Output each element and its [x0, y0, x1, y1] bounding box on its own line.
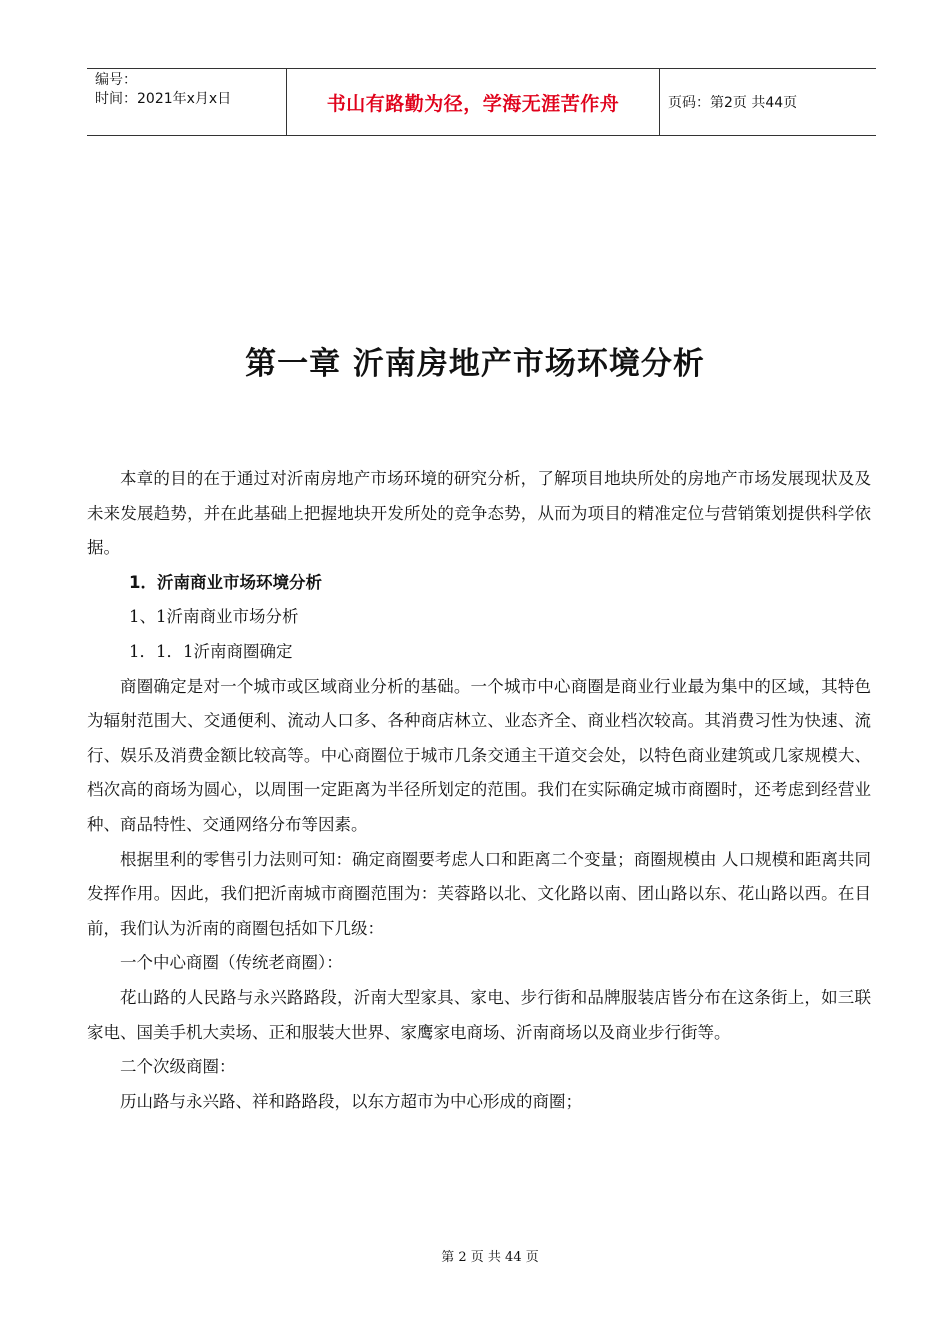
page-footer: 第 2 页 共 44 页: [441, 1250, 539, 1265]
paragraph: 二个次级商圈：: [120, 1057, 236, 1077]
paragraph: 商圈确定是对一个城市或区域商业分析的基础。一个城市中心商圈是商业行业最为集中的区域，其特色为辐射范围大、交通便利、流动人口多、各种商店林立、业态齐全、商业档次较高。其消费习性为快速、流行、娱乐及消费金额比较高等。中心商圈位于城市几条交通主干道交会处，以特色商业建筑或几家规模大、档次高的商场为圆心，以周围一定距离为半径所划定的范围。我们在实际确定城市商圈时，还考虑到经营业种、商品特性、交通网络分布等因素。: [87, 676, 871, 834]
header-motto: 书山有路勤为径，学海无涯苦作舟: [287, 69, 660, 135]
header-page-info: 页码：第2页 共44页: [668, 95, 798, 111]
section-heading-1-1: 1、1沂南商业市场分析: [129, 607, 299, 627]
header-table: [87, 68, 876, 136]
number-label: 编号：: [95, 72, 137, 88]
header-meta-cell: [87, 69, 287, 135]
chapter-title: 第一章 沂南房地产市场环境分析: [245, 346, 705, 382]
paragraph: 根据里利的零售引力法则可知：确定商圈要考虑人口和距离二个变量；商圈规模由 人口规模和距离共同发挥作用。因此，我们把沂南城市商圈范围为：芙蓉路以北、文化路以南、团山路以东、花山路以西。在目前，我们认为沂南的商圈包括如下几级：: [87, 849, 871, 938]
document-body: [87, 462, 871, 1119]
time-label: 时间：2021年x月x日: [95, 91, 232, 107]
paragraph: 一个中心商圈（传统老商圈）：: [120, 953, 343, 973]
paragraph: 历山路与永兴路、祥和路路段，以东方超市为中心形成的商圈；: [120, 1091, 582, 1111]
section-heading-1-1-1: 1．1．1沂南商圈确定: [129, 641, 293, 661]
intro-paragraph: 本章的目的在于通过对沂南房地产市场环境的研究分析，了解项目地块所处的房地产市场发展现状及及未来发展趋势，并在此基础上把握地块开发所处的竞争态势，从而为项目的精准定位与营销策划提供科学依据。: [87, 469, 871, 558]
paragraph: 花山路的人民路与永兴路路段，沂南大型家具、家电、步行街和品牌服装店皆分布在这条街上，如三联家电、国美手机大卖场、正和服装大世界、家鹰家电商场、沂南商场以及商业步行街等。: [87, 987, 871, 1042]
section-heading-1: 1．沂南商业市场环境分析: [129, 572, 322, 592]
